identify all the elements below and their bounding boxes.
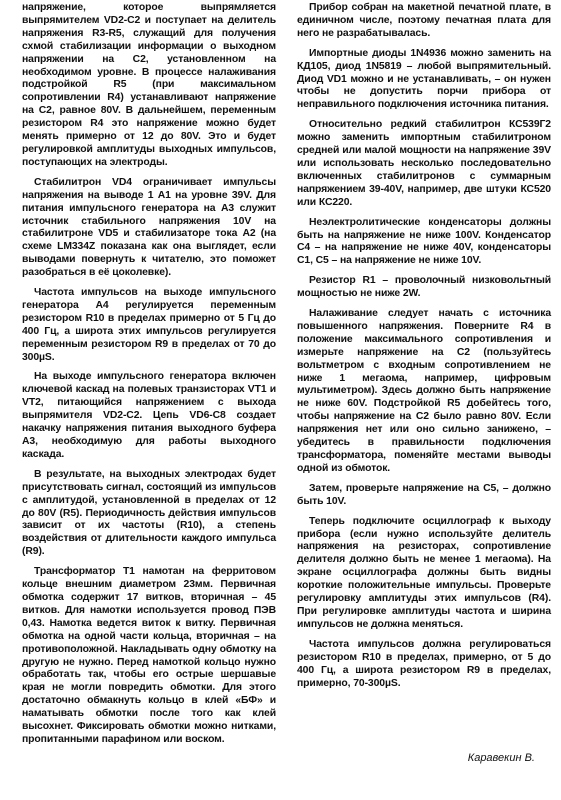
paragraph: Резистор R1 – проволочный низковольтный мощностью не ниже 2W. [297,275,551,300]
paragraph: Импортные диоды 1N4936 можно заменить на КД105, диод 1N5819 – любой выпрямительный. Диод VD1 можно и не устанавливать, – он нужен чтобы не допустить порчи прибора от неправильного подключения источника питания. [297,47,551,111]
right-column [297,2,551,754]
article-columns [22,2,551,754]
paragraph: Частота импульсов должна регулироваться резистором R10 в пределах, примерно, от 5 до 400 Гц, а широта резистором R9 в пределах, примерно, 70-300µS. [297,638,551,689]
paragraph: Прибор собран на макетной печатной плате, в единичном числе, поэтому печатная плата для него не разрабатывалась. [297,2,551,39]
left-column [22,2,276,754]
paragraph: Частота импульсов на выходе импульсного генератора А4 регулируется переменным резистором R10 в пределах примерно от 5 Гц до 400 Гц, а широта этих импульсов регулируется переменным резистором R9 в пределах от 70 до 300µS. [22,287,276,363]
paragraph: Налаживание следует начать с источника повышенного напряжения. Поверните R4 в положение максимального сопротивления и измерьте напряжение на С2 (пользуйтесь вольтметром с входным сопротивлением не ниже 1 мегаома, например, цифровым мультиметром). Здесь должно быть напряжение не ниже 60V. Подстройкой R5 добейтесь того, чтобы напряжение на С2 было равно 80V. Если напряжения нет или оно сильно занижено, – убедитесь в правильности подключения трансформатора, поменяйте местами выводы одной из обмоток. [297,308,551,474]
paragraph: Трансформатор Т1 намотан на ферритовом кольце внешним диаметром 23мм. Первичная обмотка содержит 17 витков, вторичная – 45 витков. Для намотки используется провод ПЭВ 0,43. Намотка ведется виток к витку. Первичная обмотка на одной части кольца, вторичная – на противоположной. Накладывать одну обмотку на другую не нужно. Перед намоткой кольцо нужно обработать так, чтобы его острые шершавые края не могли повредить обмотки. Для этого достаточно обмакнуть кольцо в клей «БФ» и наматывать обмотки после того как клей высохнет. Фиксировать обмотки можно нитками, пропитанными парафином или воском. [22,566,276,745]
author-signature: Каравекин В. [467,752,535,764]
paragraph: Относительно редкий стабилитрон КС539Г2 можно заменить импортным стабилитроном средней или малой мощности на напряжение 39V или использовать несколько последовательно включенных стабилитронов с суммарным напряжением 39-40V, например, две штуки КС520 или КС220. [297,119,551,208]
paragraph: Теперь подключите осциллограф к выходу прибора (если нужно используйте делитель напряжения на резисторах, сопротивление делителя должно быть не менее 1 мегаома). На экране осциллографа должны быть видны короткие положительные импульсы. Проверьте регулировку амплитуды этих импульсов (R4). При регулировке амплитуды частота и ширина импульсов не должна меняться. [297,515,551,630]
paragraph: напряжение, которое выпрямляется выпрямителем VD2-C2 и поступает на делитель напряжения R3-R5, служащий для получения схмой стабилизации информации о выходном напряжении на С2, установленном на необходимом уровне. В процессе налаживания подстройкой R5 (при максимальном сопротивлении R4) устанавливают напряжение на С2, равное 80V. В дальнейшем, переменным резистором R4 это напряжение можно будет менять примерно от 12 до 80V. Это и будет регулировкой амплитуды выходных импульсов, поступающих на электроды. [22,2,276,168]
paragraph: На выходе импульсного генератора включен ключевой каскад на полевых транзисторах VT1 и VT2, питающийся напряжением с выхода выпрямителя VD2-C2. Цепь VD6-C8 создает накачку напряжения питания выходного буфера А3, необходимую для работы выходного каскада. [22,371,276,460]
paragraph: Стабилитрон VD4 ограничивает импульсы напряжения на выводе 1 А1 на уровне 39V. Для питания импульсного генератора на А3 служит источник стабильного напряжения 10V на стабилитроне VD5 и стабилизаторе тока А2 (на схеме LM334Z показана как она выглядет, если выводами повернуть к читателю, это поможет разобраться в её цоколевке). [22,176,276,279]
paragraph: Затем, проверьте напряжение на С5, – должно быть 10V. [297,482,551,507]
paragraph: Неэлектролитические конденсаторы должны быть на напряжение не ниже 100V. Конденсатор С4 – на напряжение не ниже 40V, конденсаторы С1, С5 – на напряжение не ниже 10V. [297,216,551,267]
paragraph: В результате, на выходных электродах будет присутствовать сигнал, состоящий из импульсов с амплитудой, установленной в пределах от 12 до 80V (R5). Периодичность действия импульсов зависит от их частоты (R10), а степень воздействия от длительности каждого импульса (R9). [22,468,276,558]
